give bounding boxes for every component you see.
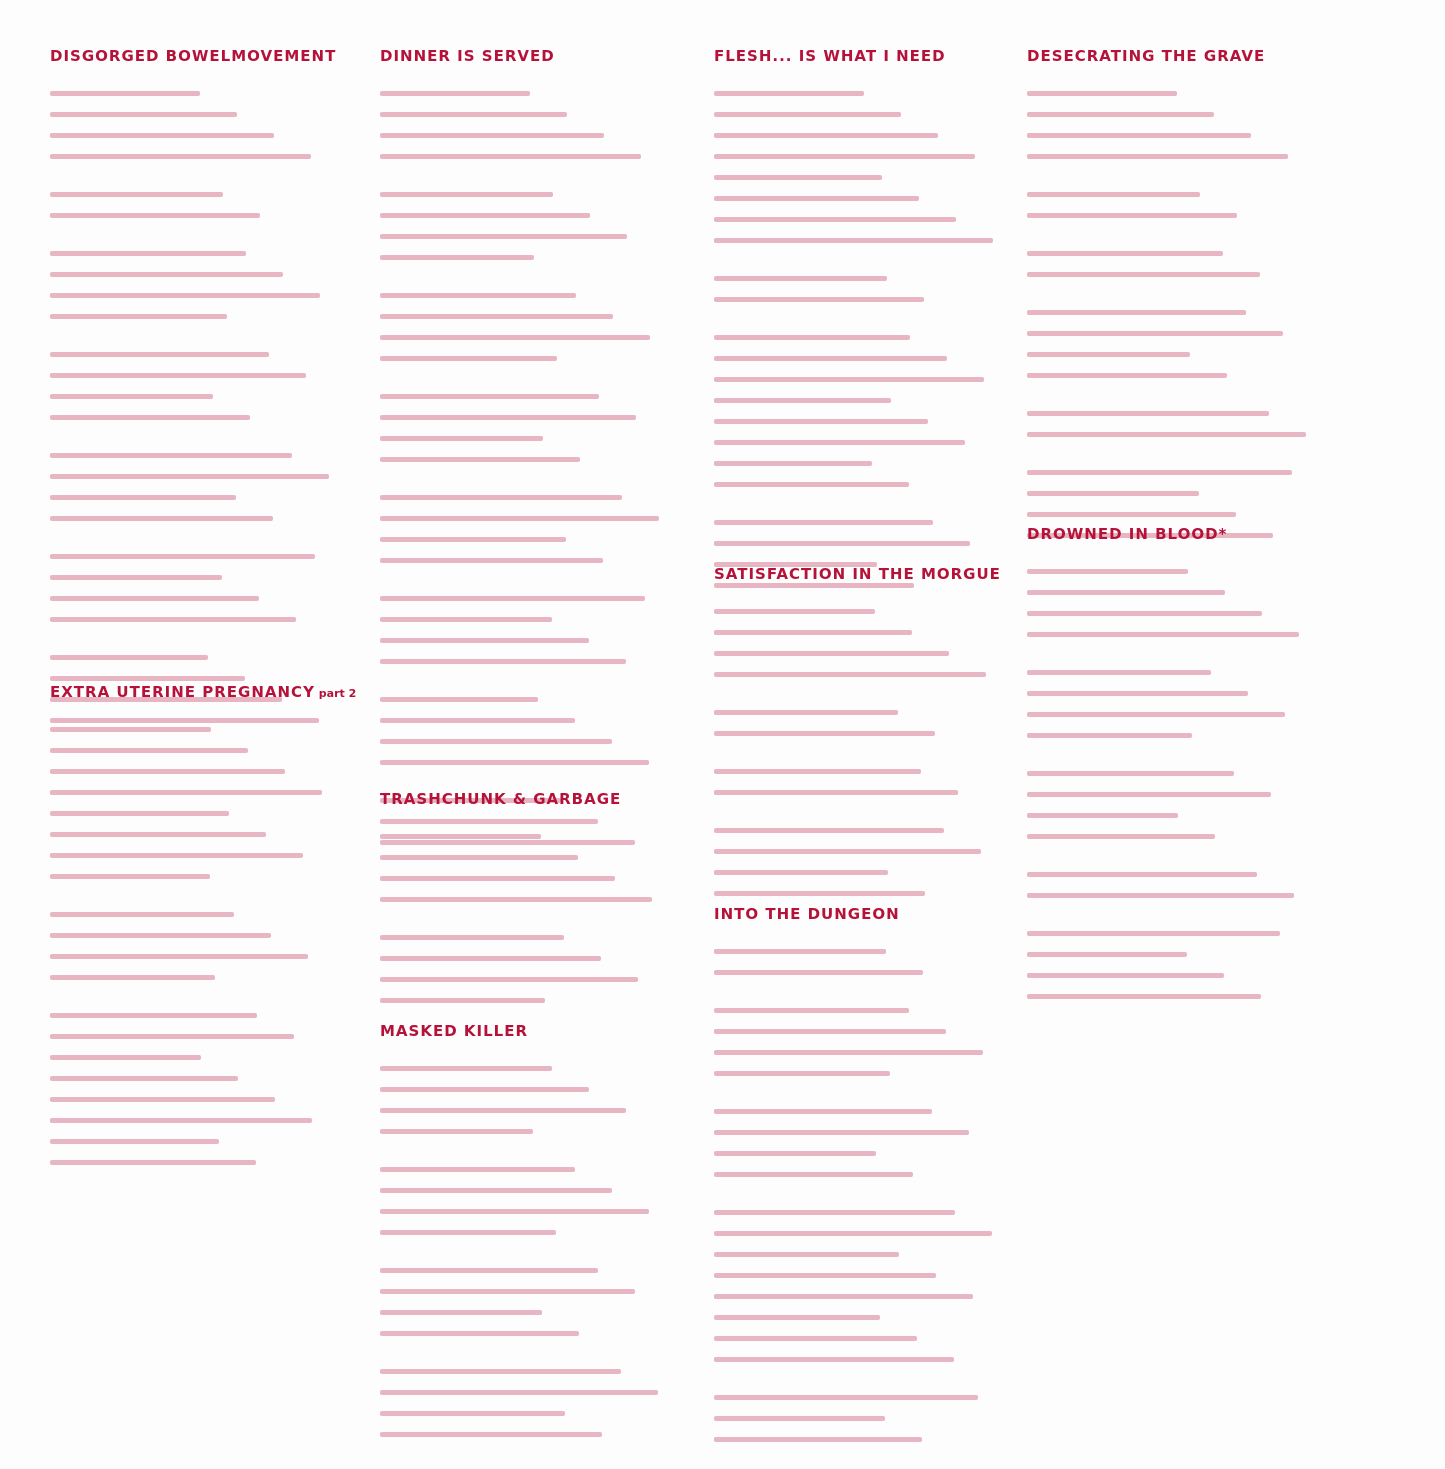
stanza — [1027, 245, 1387, 287]
stanza — [380, 828, 740, 912]
stanza — [1027, 765, 1387, 849]
lyric-line-placeholder — [714, 1273, 936, 1278]
lyric-line-placeholder — [1027, 893, 1294, 898]
lyric-line-placeholder — [714, 731, 935, 736]
lyric-line-placeholder — [380, 897, 652, 902]
song-title: DINNER IS SERVED — [380, 47, 555, 65]
stanza — [50, 548, 410, 632]
stanza — [380, 388, 740, 472]
lyric-line-placeholder — [380, 457, 580, 462]
stanza — [714, 704, 1074, 746]
lyric-line-placeholder — [714, 672, 986, 677]
lyric-line-placeholder — [1027, 411, 1269, 416]
lyric-line-placeholder — [1027, 251, 1223, 256]
song-block — [380, 1022, 740, 1464]
stanza — [380, 1161, 740, 1245]
lyric-line-placeholder — [50, 91, 200, 96]
lyric-line-placeholder — [380, 876, 615, 881]
stanza — [380, 85, 740, 169]
lyric-line-placeholder — [714, 949, 886, 954]
lyric-line-placeholder — [714, 461, 872, 466]
lyric-line-placeholder — [380, 956, 601, 961]
lyric-line-placeholder — [714, 710, 898, 715]
lyric-line-placeholder — [714, 1029, 946, 1034]
stanza — [714, 822, 1074, 906]
song-title: DESECRATING THE GRAVE — [1027, 47, 1266, 65]
lyric-line-placeholder — [50, 1118, 312, 1123]
lyric-line-placeholder — [380, 977, 638, 982]
lyric-line-placeholder — [1027, 512, 1236, 517]
lyric-line-placeholder — [714, 828, 944, 833]
lyric-line-placeholder — [380, 213, 590, 218]
lyric-line-placeholder — [714, 91, 864, 96]
lyric-line-placeholder — [50, 495, 236, 500]
lyric-line-placeholder — [1027, 91, 1177, 96]
lyric-line-placeholder — [1027, 213, 1237, 218]
lyric-line-placeholder — [714, 217, 956, 222]
song-title: SATISFACTION IN THE MORGUE — [714, 565, 1001, 583]
lyric-line-placeholder — [50, 213, 260, 218]
lyric-line-placeholder — [50, 192, 223, 197]
lyric-line-placeholder — [1027, 973, 1224, 978]
lyric-line-placeholder — [714, 335, 910, 340]
lyric-line-placeholder — [714, 1252, 899, 1257]
lyric-line-placeholder — [714, 1294, 973, 1299]
lyric-line-placeholder — [380, 335, 650, 340]
lyric-line-placeholder — [50, 1160, 256, 1165]
lyric-line-placeholder — [380, 1369, 621, 1374]
lyric-line-placeholder — [1027, 691, 1248, 696]
lyric-line-placeholder — [714, 482, 909, 487]
lyric-line-placeholder — [50, 1055, 201, 1060]
lyric-line-placeholder — [50, 811, 229, 816]
lyric-line-placeholder — [380, 697, 538, 702]
lyric-line-placeholder — [380, 718, 575, 723]
lyric-line-placeholder — [1027, 952, 1187, 957]
lyric-line-placeholder — [380, 495, 622, 500]
lyric-line-placeholder — [380, 537, 566, 542]
lyric-line-placeholder — [1027, 994, 1261, 999]
lyric-line-placeholder — [714, 1151, 876, 1156]
lyric-line-placeholder — [1027, 432, 1306, 437]
lyric-line-placeholder — [1027, 470, 1292, 475]
stanza — [380, 691, 740, 775]
stanza — [1027, 664, 1387, 748]
lyric-line-placeholder — [714, 1437, 922, 1442]
lyric-line-placeholder — [50, 1097, 275, 1102]
lyric-line-placeholder — [714, 377, 984, 382]
lyric-line-placeholder — [1027, 154, 1288, 159]
lyric-line-placeholder — [50, 251, 246, 256]
lyric-line-placeholder — [50, 727, 211, 732]
lyric-line-placeholder — [380, 1268, 598, 1273]
lyric-line-placeholder — [714, 609, 875, 614]
lyric-line-placeholder — [380, 1087, 589, 1092]
lyric-line-placeholder — [50, 394, 213, 399]
lyric-line-placeholder — [380, 1390, 658, 1395]
lyric-line-placeholder — [380, 1310, 542, 1315]
stanza — [714, 85, 1074, 253]
stanza — [1027, 866, 1387, 908]
lyric-line-placeholder — [380, 617, 552, 622]
lyric-line-placeholder — [380, 356, 557, 361]
song-title: DISGORGED BOWELMOVEMENT — [50, 47, 337, 65]
lyric-line-placeholder — [714, 1008, 909, 1013]
lyric-line-placeholder — [380, 1209, 649, 1214]
stanza — [714, 1204, 1074, 1372]
lyric-line-placeholder — [714, 112, 901, 117]
lyric-line-placeholder — [50, 1139, 219, 1144]
lyric-line-placeholder — [714, 870, 888, 875]
stanza — [380, 1262, 740, 1346]
lyric-line-placeholder — [380, 1432, 602, 1437]
song-block — [50, 683, 410, 1192]
lyric-line-placeholder — [50, 1034, 294, 1039]
lyric-line-placeholder — [50, 596, 259, 601]
lyric-line-placeholder — [50, 314, 227, 319]
lyric-line-placeholder — [714, 133, 938, 138]
stanza — [1027, 85, 1387, 169]
lyric-line-placeholder — [714, 398, 891, 403]
lyric-line-placeholder — [50, 575, 222, 580]
lyric-line-placeholder — [50, 516, 273, 521]
lyric-line-placeholder — [50, 748, 248, 753]
lyric-line-placeholder — [50, 373, 306, 378]
lyric-line-placeholder — [380, 1230, 556, 1235]
song-block — [714, 905, 1074, 1469]
lyric-line-placeholder — [380, 1188, 612, 1193]
lyric-line-placeholder — [380, 415, 636, 420]
lyric-line-placeholder — [714, 154, 975, 159]
stanza — [714, 603, 1074, 687]
lyric-line-placeholder — [380, 1108, 626, 1113]
lyric-line-placeholder — [714, 1210, 955, 1215]
lyric-line-placeholder — [50, 112, 237, 117]
lyric-line-placeholder — [714, 238, 993, 243]
lyric-line-placeholder — [50, 853, 303, 858]
song-title: INTO THE DUNGEON — [714, 905, 900, 923]
lyric-line-placeholder — [1027, 872, 1257, 877]
stanza — [714, 270, 1074, 312]
lyric-line-placeholder — [714, 1130, 969, 1135]
stanza — [380, 590, 740, 674]
lyric-line-placeholder — [1027, 670, 1211, 675]
lyric-line-placeholder — [714, 175, 882, 180]
song-title-suffix: part 2 — [314, 687, 357, 700]
lyric-line-placeholder — [380, 998, 545, 1003]
stanza — [380, 929, 740, 1013]
lyric-line-placeholder — [714, 1109, 932, 1114]
lyric-line-placeholder — [714, 1231, 992, 1236]
lyric-line-placeholder — [714, 1357, 954, 1362]
lyric-line-placeholder — [714, 651, 949, 656]
lyric-line-placeholder — [380, 1129, 533, 1134]
lyric-line-placeholder — [50, 474, 329, 479]
lyric-line-placeholder — [50, 954, 308, 959]
lyric-line-placeholder — [1027, 590, 1225, 595]
lyric-line-placeholder — [380, 192, 553, 197]
stanza — [1027, 405, 1387, 447]
lyric-line-placeholder — [1027, 834, 1215, 839]
song-title: TRASHCHUNK & GARBAGE — [380, 790, 622, 808]
lyric-line-placeholder — [1027, 192, 1200, 197]
lyric-line-placeholder — [50, 655, 208, 660]
lyric-line-placeholder — [50, 293, 320, 298]
lyric-line-placeholder — [50, 554, 315, 559]
lyric-line-placeholder — [714, 520, 933, 525]
song-title: DROWNED IN BLOOD* — [1027, 525, 1228, 543]
lyric-line-placeholder — [380, 314, 613, 319]
lyric-line-placeholder — [1027, 310, 1246, 315]
lyric-line-placeholder — [714, 356, 947, 361]
lyric-line-placeholder — [50, 415, 250, 420]
stanza — [380, 186, 740, 270]
lyric-line-placeholder — [1027, 112, 1214, 117]
lyric-line-placeholder — [380, 1066, 552, 1071]
stanza — [50, 906, 410, 990]
lyric-line-placeholder — [714, 297, 924, 302]
lyric-line-placeholder — [1027, 611, 1262, 616]
lyric-line-placeholder — [1027, 632, 1299, 637]
lyric-line-placeholder — [50, 832, 266, 837]
lyric-line-placeholder — [380, 394, 599, 399]
lyric-line-placeholder — [714, 1172, 913, 1177]
lyric-line-placeholder — [50, 617, 296, 622]
lyric-line-placeholder — [714, 849, 981, 854]
lyric-line-placeholder — [1027, 133, 1251, 138]
lyric-line-placeholder — [380, 638, 589, 643]
lyric-line-placeholder — [714, 1050, 983, 1055]
lyric-line-placeholder — [380, 133, 604, 138]
lyric-line-placeholder — [380, 91, 530, 96]
song-block — [1027, 525, 1387, 1026]
lyric-line-placeholder — [714, 1315, 880, 1320]
lyric-line-placeholder — [50, 352, 269, 357]
lyric-line-placeholder — [1027, 931, 1280, 936]
lyric-line-placeholder — [380, 558, 603, 563]
lyric-line-placeholder — [714, 440, 965, 445]
lyric-line-placeholder — [50, 1013, 257, 1018]
lyric-line-placeholder — [714, 196, 919, 201]
lyric-line-placeholder — [50, 975, 215, 980]
lyric-line-placeholder — [380, 1411, 565, 1416]
lyric-line-placeholder — [714, 1336, 917, 1341]
lyric-line-placeholder — [380, 1167, 575, 1172]
lyric-line-placeholder — [1027, 331, 1283, 336]
lyric-line-placeholder — [714, 419, 928, 424]
lyric-line-placeholder — [380, 659, 626, 664]
lyric-line-placeholder — [714, 1416, 885, 1421]
lyric-line-placeholder — [380, 234, 627, 239]
lyric-line-placeholder — [380, 516, 659, 521]
lyric-line-placeholder — [1027, 272, 1260, 277]
lyric-line-placeholder — [50, 1076, 238, 1081]
lyric-line-placeholder — [714, 891, 925, 896]
lyric-line-placeholder — [50, 272, 283, 277]
song-block — [1027, 47, 1387, 565]
stanza — [714, 1389, 1074, 1452]
stanza — [1027, 186, 1387, 228]
stanza — [1027, 925, 1387, 1009]
song-block — [714, 565, 1074, 923]
lyric-line-placeholder — [714, 1071, 890, 1076]
lyric-line-placeholder — [380, 255, 534, 260]
stanza — [380, 489, 740, 573]
stanza — [714, 329, 1074, 497]
lyric-line-placeholder — [1027, 712, 1285, 717]
stanza — [380, 1363, 740, 1447]
lyric-line-placeholder — [50, 676, 245, 681]
song-title: MASKED KILLER — [380, 1022, 528, 1040]
lyric-line-placeholder — [1027, 771, 1234, 776]
stanza — [50, 1007, 410, 1175]
lyric-line-placeholder — [714, 276, 887, 281]
stanza — [50, 245, 410, 329]
stanza — [714, 943, 1074, 985]
lyric-line-placeholder — [714, 970, 923, 975]
stanza — [714, 1103, 1074, 1187]
lyric-line-placeholder — [714, 790, 958, 795]
lyric-line-placeholder — [714, 769, 921, 774]
lyric-line-placeholder — [380, 436, 543, 441]
lyric-line-placeholder — [1027, 733, 1192, 738]
lyric-line-placeholder — [380, 154, 641, 159]
stanza — [1027, 563, 1387, 647]
stanza — [380, 1060, 740, 1144]
stanza — [50, 721, 410, 889]
lyric-line-placeholder — [50, 912, 234, 917]
lyric-line-placeholder — [714, 541, 970, 546]
stanza — [50, 85, 410, 169]
lyric-line-placeholder — [714, 630, 912, 635]
lyric-line-placeholder — [380, 596, 645, 601]
song-title: EXTRA UTERINE PREGNANCY part 2 — [50, 683, 357, 701]
lyric-line-placeholder — [1027, 813, 1178, 818]
song-block — [714, 47, 1074, 615]
lyric-line-placeholder — [50, 133, 274, 138]
lyric-line-placeholder — [714, 1395, 978, 1400]
lyric-line-placeholder — [50, 874, 210, 879]
lyric-line-placeholder — [380, 112, 567, 117]
lyric-line-placeholder — [1027, 352, 1190, 357]
stanza — [1027, 304, 1387, 388]
stanza — [50, 186, 410, 228]
stanza — [714, 1002, 1074, 1086]
lyric-line-placeholder — [380, 834, 541, 839]
lyric-line-placeholder — [1027, 792, 1271, 797]
lyric-line-placeholder — [50, 790, 322, 795]
stanza — [380, 287, 740, 371]
lyric-line-placeholder — [380, 760, 649, 765]
lyric-line-placeholder — [1027, 491, 1199, 496]
stanza — [714, 763, 1074, 805]
lyric-line-placeholder — [50, 769, 285, 774]
song-block — [50, 47, 410, 750]
lyric-line-placeholder — [50, 453, 292, 458]
song-block — [380, 47, 740, 872]
lyric-line-placeholder — [50, 154, 311, 159]
lyric-line-placeholder — [1027, 373, 1227, 378]
song-title: FLESH... IS WHAT I NEED — [714, 47, 946, 65]
lyric-line-placeholder — [50, 933, 271, 938]
lyric-line-placeholder — [380, 1289, 635, 1294]
lyric-line-placeholder — [1027, 569, 1188, 574]
lyric-line-placeholder — [380, 1331, 579, 1336]
lyric-line-placeholder — [380, 293, 576, 298]
lyric-line-placeholder — [380, 855, 578, 860]
song-block — [380, 790, 740, 1030]
stanza — [50, 447, 410, 531]
lyric-line-placeholder — [380, 935, 564, 940]
stanza — [50, 346, 410, 430]
lyric-line-placeholder — [380, 739, 612, 744]
